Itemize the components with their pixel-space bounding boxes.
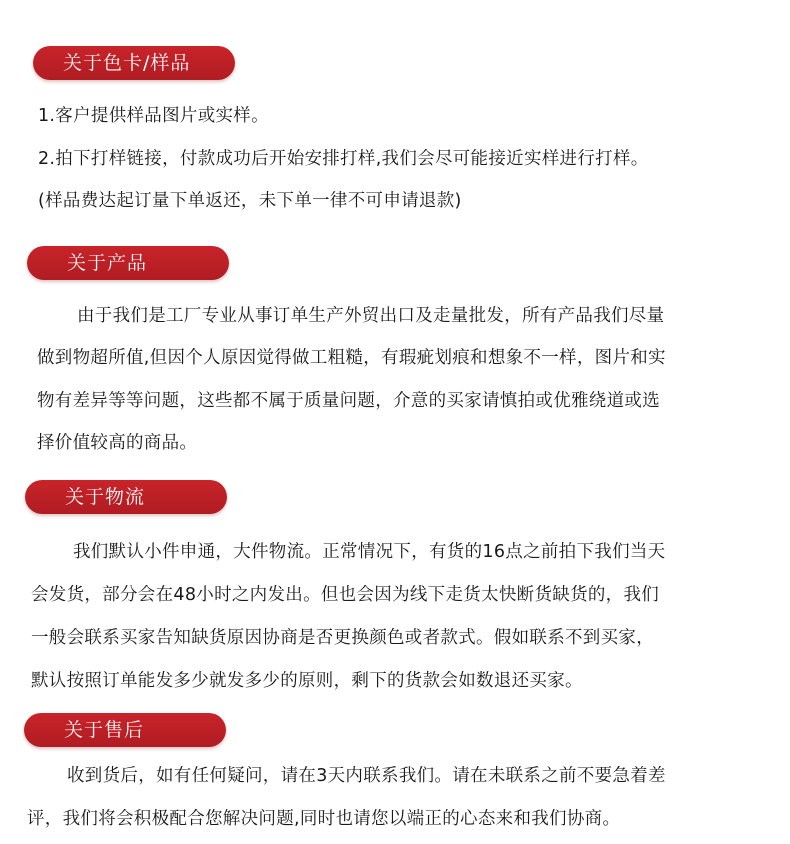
product-line-4: 择价值较高的商品。 <box>37 433 198 453</box>
logistics-line-2: 会发货，部分会在48小时之内发出。但也会因为线下走货太快断货缺货的，我们 <box>31 585 660 605</box>
product-line-1: 由于我们是工厂专业从事订单生产外贸出口及走量批发，所有产品我们尽量 <box>77 306 665 326</box>
swatch-line-2: 2.拍下打样链接，付款成功后开始安排打样,我们会尽可能接近实样进行打样。 <box>38 149 649 169</box>
logistics-line-3: 一般会联系买家告知缺货原因协商是否更换颜色或者款式。假如联系不到买家， <box>31 628 654 648</box>
product-line-3: 物有差异等等问题，这些都不属于质量问题，介意的买家请慎拍或优雅绕道或选 <box>37 391 660 411</box>
product-section-title: 关于产品 <box>27 246 229 280</box>
aftersale-section-title: 关于售后 <box>24 713 226 747</box>
swatch-section-title: 关于色卡/样品 <box>33 46 235 80</box>
swatch-line-1: 1.客户提供样品图片或实样。 <box>38 106 269 126</box>
logistics-line-4: 默认按照订单能发多少就发多少的原则，剩下的货款会如数退还买家。 <box>31 671 583 691</box>
product-line-2: 做到物超所值,但因个人原因觉得做工粗糙，有瑕疵划痕和想象不一样，图片和实 <box>37 348 666 368</box>
logistics-line-1: 我们默认小件申通，大件物流。正常情况下，有货的16点之前拍下我们当天 <box>73 542 666 562</box>
logistics-section-title: 关于物流 <box>25 480 227 514</box>
aftersale-line-1: 收到货后，如有任何疑问，请在3天内联系我们。请在未联系之前不要急着差 <box>67 766 666 786</box>
swatch-line-3: (样品费达起订量下单返还，未下单一律不可申请退款) <box>38 191 462 211</box>
aftersale-line-2: 评，我们将会积极配合您解决问题,同时也请您以端正的心态来和我们协商。 <box>27 809 621 829</box>
